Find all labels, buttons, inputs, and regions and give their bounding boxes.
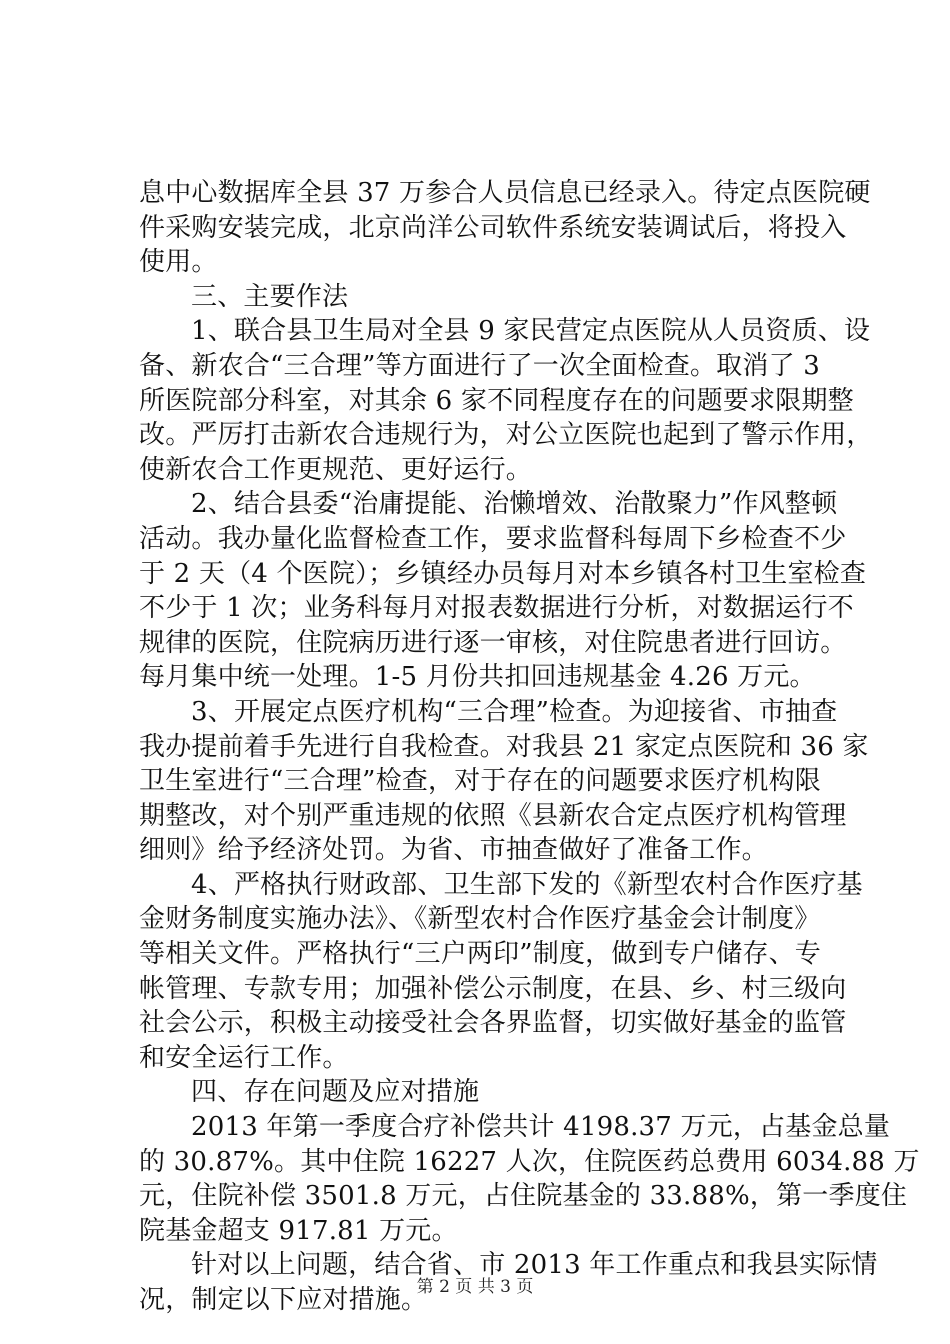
text-line: 细则》给予经济处罚。为省、市抽查做好了准备工作。 [139,835,768,866]
text-line: 改。严厉打击新农合违规行为，对公立医院也起到了警示作用， [139,420,873,451]
page-footer: 第 2 页 共 3 页 [416,1277,534,1297]
text-line: 元，住院补偿 3501.8 万元，占住院基金的 33.88%，第一季度住 [139,1181,908,1212]
text-line: 针对以上问题，结合省、市 2013 年工作重点和我县实际情 [191,1250,878,1281]
text-line: 4、严格执行财政部、卫生部下发的《新型农村合作医疗基 [191,869,863,900]
text-line: 2、结合县委“治庸提能、治懒增效、治散聚力”作风整顿 [191,489,838,520]
text-line: 况，制定以下应对措施。 [139,1285,428,1315]
text-line: 活动。我办量化监督检查工作，要求监督科每周下乡检查不少 [139,523,847,554]
text-line: 所医院部分科室，对其余 6 家不同程度存在的问题要求限期整 [139,385,854,416]
text-line: 于 2 天（4 个医院）；乡镇经办员每月对本乡镇各村卫生室检查 [139,558,867,589]
text-line: 规律的医院，住院病历进行逐一审核，对住院患者进行回访。 [139,627,847,658]
text-line: 四、存在问题及应对措施 [191,1077,480,1108]
text-line: 金财务制度实施办法》、《新型农村合作医疗基金会计制度》 [139,904,821,935]
text-line: 帐管理、专款专用；加强补偿公示制度，在县、乡、村三级向 [139,973,847,1004]
document-body [139,176,920,1318]
text-line: 我办提前着手先进行自我检查。对我县 21 家定点医院和 36 家 [139,731,869,762]
text-line: 和安全运行工作。 [139,1042,349,1073]
text-line: 使用。 [139,247,218,278]
text-line: 的 30.87%。其中住院 16227 人次，住院医药总费用 6034.88 万 [139,1146,920,1177]
text-line: 备、新农合“三合理”等方面进行了一次全面检查。取消了 3 [139,350,820,381]
text-line: 件采购安装完成，北京尚洋公司软件系统安装调试后，将投入 [139,212,847,243]
text-line: 1、联合县卫生局对全县 9 家民营定点医院从人员资质、设 [191,316,871,347]
text-line: 期整改，对个别严重违规的依照《县新农合定点医疗机构管理 [139,800,847,831]
text-line: 使新农合工作更规范、更好运行。 [139,454,533,485]
text-line: 不少于 1 次；业务科每月对报表数据进行分析，对数据运行不 [139,593,854,624]
text-line: 3、开展定点医疗机构“三合理”检查。为迎接省、市抽查 [191,696,838,727]
text-line: 等相关文件。严格执行“三户两印”制度，做到专户储存、专 [139,939,821,970]
text-line: 每月集中统一处理。1-5 月份共扣回违规基金 4.26 万元。 [139,662,816,693]
text-line: 院基金超支 917.81 万元。 [139,1215,458,1246]
text-line: 卫生室进行“三合理”检查，对于存在的问题要求医疗机构限 [139,766,821,797]
text-line: 三、主要作法 [191,281,349,312]
text-line: 2013 年第一季度合疗补偿共计 4198.37 万元，占基金总量 [191,1112,891,1143]
text-line: 社会公示，积极主动接受社会各界监督，切实做好基金的监管 [139,1008,847,1039]
text-line: 息中心数据库全县 37 万参合人员信息已经录入。待定点医院硬 [139,178,871,208]
